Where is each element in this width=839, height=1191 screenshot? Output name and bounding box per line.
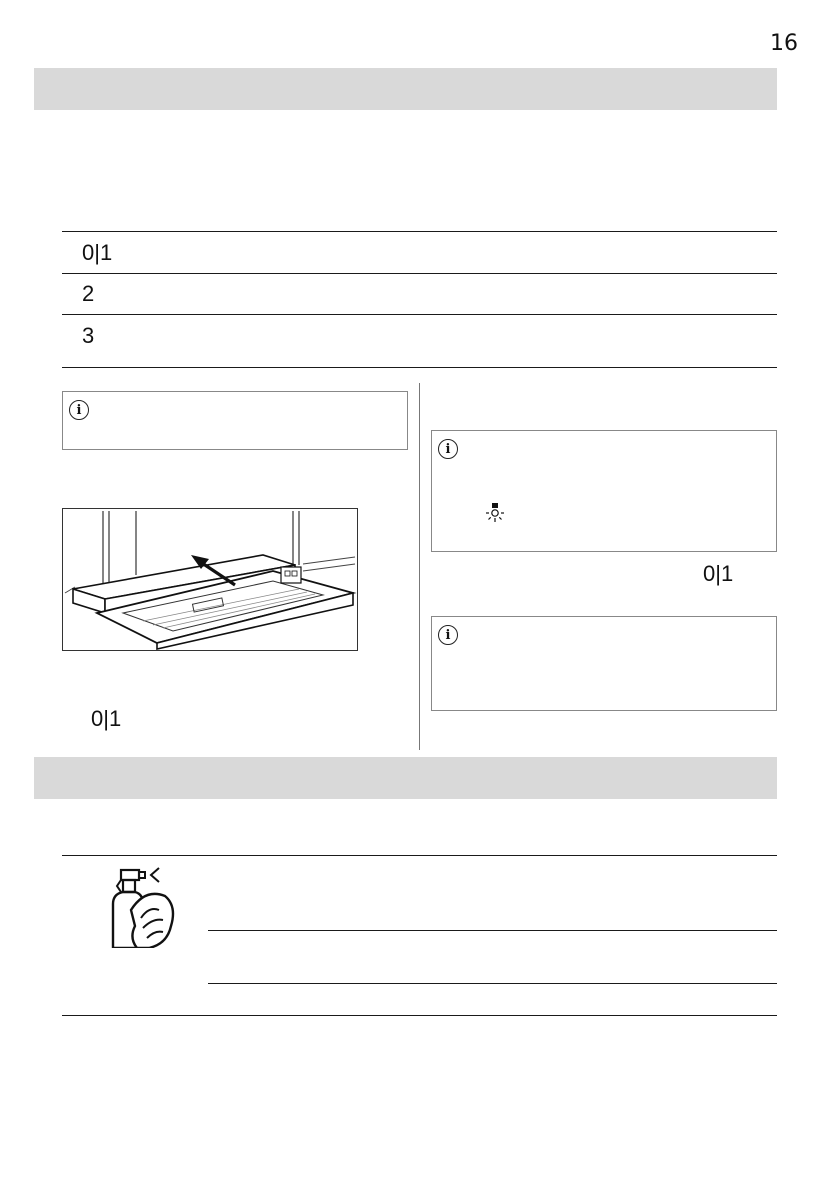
section-header-bar-operation (34, 68, 777, 110)
info-icon: i (69, 400, 89, 420)
section-header-bar-care (34, 757, 777, 799)
table-row-power-symbol: 0|1 (82, 240, 113, 265)
table-row-speed-3-symbol: 3 (82, 323, 95, 348)
hood-pull-out-figure (62, 508, 358, 651)
left-info-note (62, 391, 408, 450)
spray-and-cloth-icon (107, 866, 177, 948)
care-table-rule-inner (208, 983, 777, 984)
care-table-rule-bottom (62, 1015, 777, 1016)
page-number: 16 (770, 31, 798, 56)
right-info-note-1 (431, 430, 777, 552)
care-table-rule-top (62, 855, 777, 856)
hood-pull-out-illustration (63, 509, 357, 650)
table-rule-bottom (62, 367, 777, 368)
info-icon: i (438, 439, 458, 459)
left-power-symbol: 0|1 (91, 706, 122, 731)
lamp-icon (484, 502, 506, 524)
info-icon: i (438, 625, 458, 645)
table-rule (62, 273, 777, 274)
column-divider (419, 383, 420, 750)
table-rule (62, 314, 777, 315)
table-row-speed-2-symbol: 2 (82, 281, 95, 306)
table-rule-top (62, 231, 777, 232)
right-power-symbol: 0|1 (703, 561, 734, 586)
care-table-rule-inner (208, 930, 777, 931)
right-info-note-2 (431, 616, 777, 711)
controls-table (62, 231, 777, 368)
